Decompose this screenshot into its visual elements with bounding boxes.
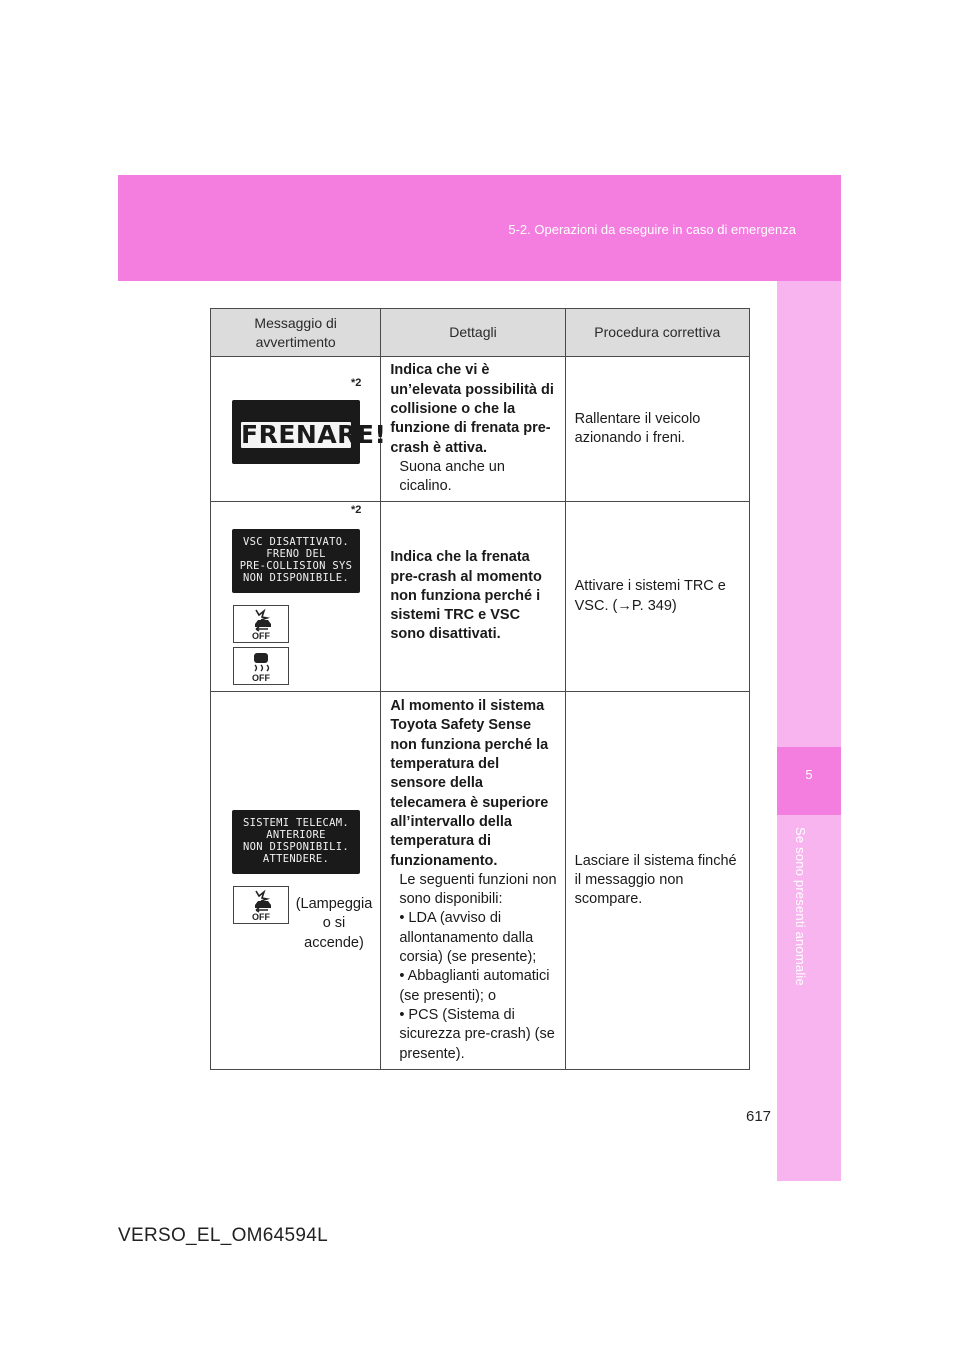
bullet-text: LDA (avviso di allontanamento dalla corsia) (se presente);: [399, 910, 537, 966]
header-dettagli: Dettagli: [381, 309, 565, 357]
pcs-off-icon: [233, 886, 289, 924]
screen-line: NON DISPONIBILI.: [243, 841, 349, 853]
details-cell: [381, 502, 565, 692]
procedure-text: Lasciare il sistema finché il messaggio non scompare.: [574, 852, 737, 908]
skid-car-icon: [234, 648, 288, 674]
details-text: Indica che la frenata pre-crash al momento non funziona perché i sistemi TRC e VSC sono disattivati.: [390, 549, 542, 643]
details-text: Al momento il sistema Toyota Safety Sense non funziona perché la temperatura del sensore della telecamera è superiore all’intervallo della temperatura di funzionamento.: [390, 698, 549, 869]
screen-line: ATTENDERE.: [262, 853, 330, 865]
pcs-off-icon: [233, 605, 289, 643]
header-band: [118, 175, 841, 281]
procedure-cell: [565, 692, 749, 1070]
chapter-number: 5: [805, 767, 813, 782]
vsc-off-icon: [233, 647, 289, 685]
page-number: 617: [746, 1108, 772, 1125]
icon-off-label: OFF: [252, 912, 270, 922]
procedure-text: Attivare i sistemi TRC e VSC. (→P. 349): [574, 578, 726, 614]
section-title: 5-2. Operazioni da eseguire in caso di emergenza: [508, 222, 796, 237]
document-code: VERSO_EL_OM64594L: [118, 1225, 328, 1246]
message-cell: [211, 357, 387, 502]
footnote-marker: *2: [351, 377, 362, 389]
details-note: Le seguenti funzioni non sono disponibili:: [399, 871, 557, 908]
screen-line: SISTEMI TELECAM.: [243, 817, 349, 829]
list-item: • LDA (avviso di allontanamento dalla corsia) (se presente);: [399, 910, 537, 966]
chapter-label: Se sono presenti anomalie: [793, 827, 808, 986]
table-row: [211, 357, 750, 502]
chapter-side-tab: [777, 281, 841, 1181]
frenare-text: FRENARE!: [241, 420, 387, 449]
list-item: • PCS (Sistema di sicurezza pre-crash) (se presente).: [399, 1006, 555, 1062]
lamp-note: (Lampeggia o si accende): [295, 896, 373, 951]
screen-line: PRE-COLLISION SYS: [239, 560, 353, 572]
icon-off-label: OFF: [252, 631, 270, 641]
warning-message-table: [210, 308, 750, 1070]
frenare-display: [232, 400, 387, 464]
details-note: Suona anche un cicalino.: [399, 458, 505, 495]
details-cell: [381, 692, 565, 1070]
details-cell: [381, 357, 565, 502]
vsc-off-display: [232, 529, 360, 593]
table-header-row: [211, 309, 750, 357]
screen-line: ANTERIORE: [266, 829, 326, 841]
message-cell: [211, 502, 381, 692]
procedure-text: Rallentare il veicolo azionando i freni.: [574, 410, 701, 446]
icon-off-label: OFF: [252, 673, 270, 683]
list-item: • Abbaglianti automatici (se presenti); o: [399, 968, 550, 1004]
pcs-collision-icon: [234, 606, 288, 632]
procedure-cell: [565, 357, 749, 502]
screen-line: NON DISPONIBILE.: [243, 572, 349, 584]
message-cell: [211, 692, 381, 1070]
footnote-marker: *2: [351, 504, 362, 516]
bullet-text: Abbaglianti automatici (se presenti); o: [399, 968, 550, 1004]
table-row: [211, 692, 750, 1070]
header-procedura: Procedura correttiva: [565, 309, 749, 357]
table-row: [211, 502, 750, 692]
bullet-text: PCS (Sistema di sicurezza pre-crash) (se presente).: [399, 1006, 555, 1062]
procedure-cell: [565, 502, 749, 692]
details-text: Indica che vi è un’elevata possibilità di collisione o che la funzione di frenata pre-crash è attiva.: [390, 362, 554, 456]
pcs-collision-icon: [234, 887, 288, 913]
camera-unavailable-display: [232, 810, 360, 874]
screen-line: VSC DISATTIVATO.: [243, 536, 349, 548]
header-messaggio: Messaggio di avvertimento: [211, 309, 381, 357]
screen-line: FRENO DEL: [266, 548, 326, 560]
